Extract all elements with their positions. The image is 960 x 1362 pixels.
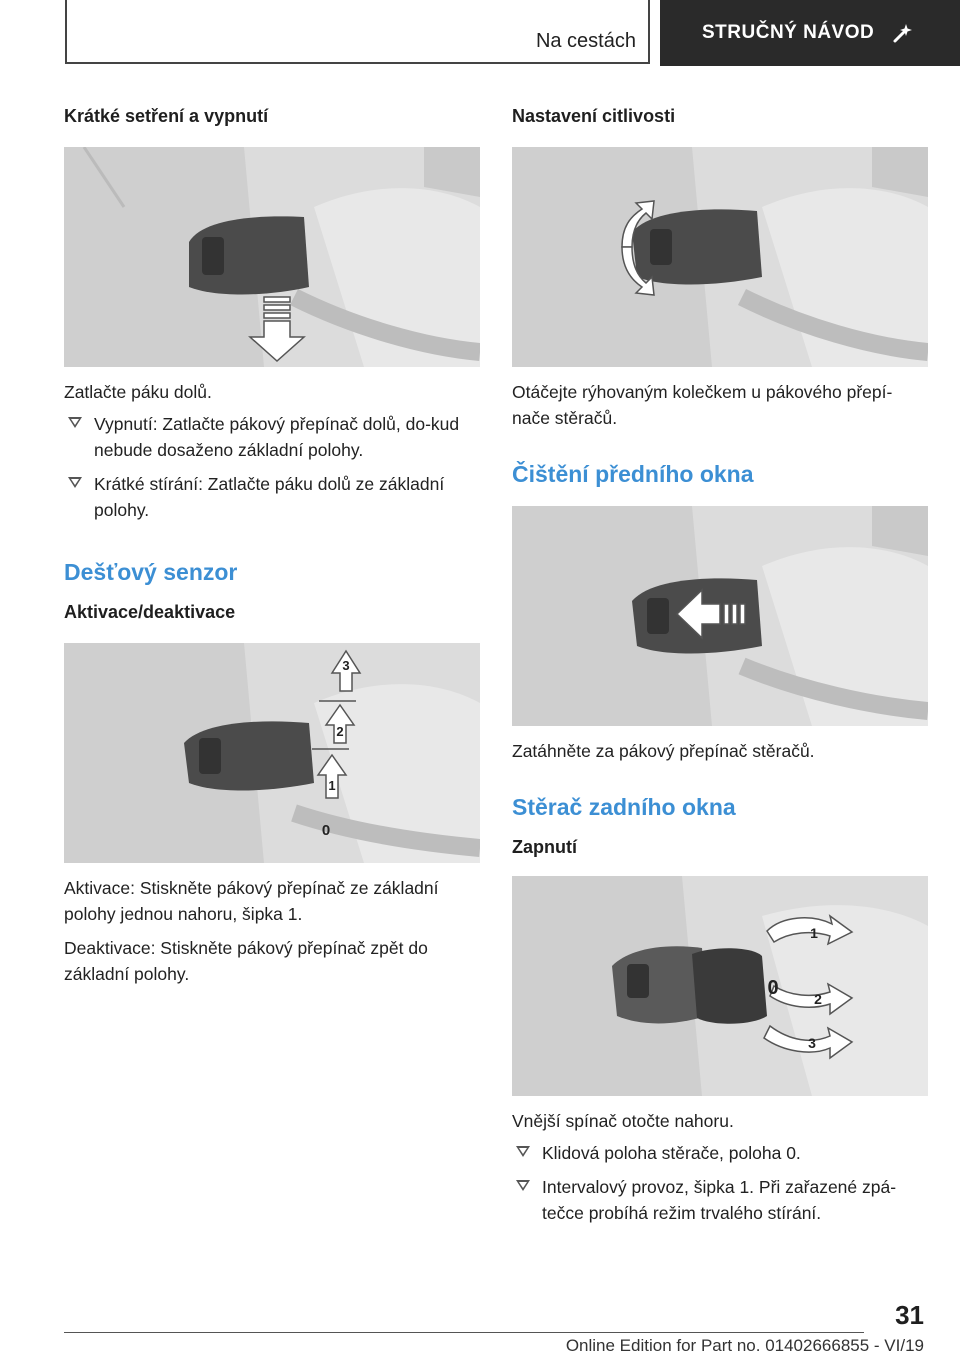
rear-wiper-list: [512, 1140, 928, 1226]
sensitivity-title: Nastavení citlivosti: [512, 106, 676, 126]
figure-lever-positions: [64, 643, 480, 863]
rear-position-0-label: 0: [767, 977, 779, 999]
rear-wiper-heading: Stěrač zadního okna: [512, 794, 736, 820]
short-wipe-text: Zatlačte páku dolů.: [64, 382, 212, 402]
figure-rear-wiper-switch: [512, 876, 928, 1096]
figure-knurled-wheel: [512, 147, 928, 367]
rear-position-1-label: 1: [810, 925, 818, 941]
triangle-bullet-icon: [68, 417, 82, 428]
activation-text: Aktivace: Stiskněte pákový přepínač ze základní polohy jednou nahoru, šipka 1.: [64, 878, 439, 924]
position-1-label: 1: [328, 778, 336, 793]
position-2-label: 2: [336, 724, 344, 739]
footer-edition: Online Edition for Part no. 01402666855 - VI/19: [565, 1336, 924, 1355]
header-section-label: Na cestách: [535, 30, 636, 52]
figure-lever-pull: [512, 506, 928, 726]
header-chapter-tab[interactable]: [660, 0, 960, 66]
rain-sensor-heading: Dešťový senzor: [64, 559, 238, 585]
triangle-bullet-icon: [516, 1180, 530, 1191]
footer-rule: [64, 1332, 864, 1333]
rain-sensor-subheading: Aktivace/deaktivace: [64, 602, 236, 622]
figure-lever-down: [64, 147, 480, 367]
page-number: 31: [895, 1300, 924, 1330]
left-column: [64, 100, 480, 987]
triangle-bullet-icon: [68, 477, 82, 488]
list-item: Krátké stírání: Zatlačte páku dolů ze základní polohy.: [64, 471, 480, 523]
wand-icon: [892, 22, 914, 44]
short-wipe-title: Krátké setření a vypnutí: [64, 106, 269, 126]
rear-position-2-label: 2: [814, 991, 822, 1007]
sensitivity-text: Otáčejte rýhovaným kolečkem u pákového přepí-nače stěračů.: [512, 382, 893, 428]
position-3-label: 3: [342, 658, 350, 673]
triangle-bullet-icon: [516, 1146, 530, 1157]
header-right-rule: [648, 0, 650, 64]
windshield-cleaning-text: Zatáhněte za pákový přepínač stěračů.: [512, 741, 815, 761]
rear-position-3-label: 3: [808, 1035, 816, 1051]
header-chapter-label: STRUČNÝ NÁVOD: [702, 22, 875, 43]
rear-wiper-text: Vnější spínač otočte nahoru.: [512, 1111, 734, 1131]
windshield-cleaning-heading: Čištění předního okna: [512, 461, 754, 487]
list-item: Vypnutí: Zatlačte pákový přepínač dolů, do-kud nebude dosaženo základní polohy.: [64, 411, 480, 463]
list-item: Intervalový provoz, šipka 1. Při zařazené zpá-tečce probíhá režim trvalého stírání.: [512, 1174, 928, 1226]
right-column: [512, 100, 928, 1226]
deactivation-text: Deaktivace: Stiskněte pákový přepínač zpět do základní polohy.: [64, 938, 428, 984]
short-wipe-list: [64, 411, 480, 523]
header-left-rule: [65, 0, 67, 64]
rear-wiper-subheading: Zapnutí: [512, 837, 577, 857]
position-0-label: 0: [321, 822, 331, 839]
header-bottom-rule: [65, 62, 650, 64]
list-item: Klidová poloha stěrače, poloha 0.: [512, 1140, 928, 1166]
